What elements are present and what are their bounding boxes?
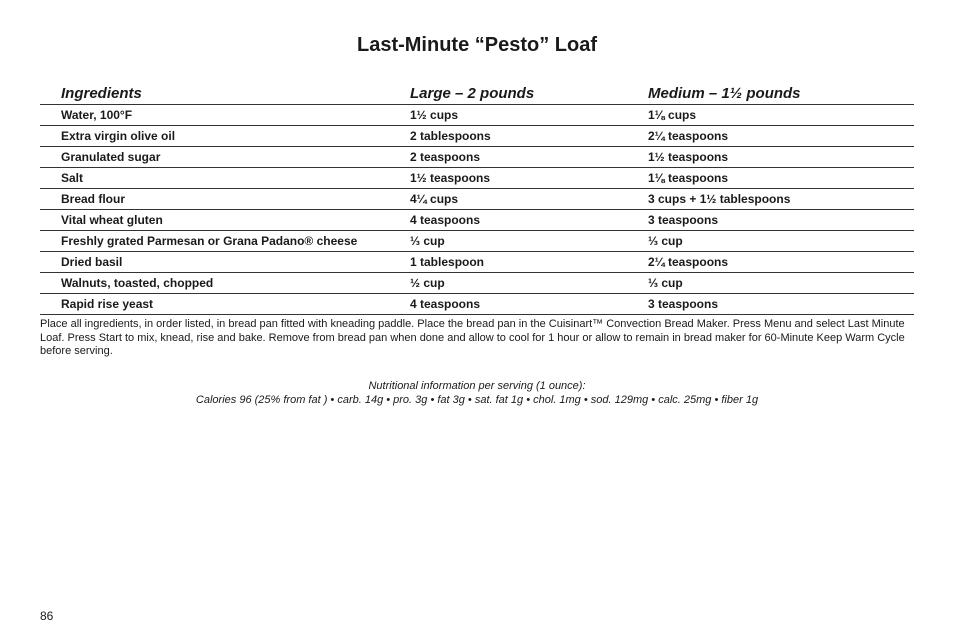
nutrition-details: Calories 96 (25% from fat ) • carb. 14g • pro. 3g • fat 3g • sat. fat 1g • chol. 1mg • sod. 129mg • calc. 25mg • fiber 1g (195, 394, 759, 406)
page-number: 86 (40, 609, 54, 623)
ingredient-cell: Extra virgin olive oil (40, 126, 410, 147)
medium-amount-cell: ⅓ cup (648, 273, 914, 294)
large-amount-cell: ½ cup (410, 273, 648, 294)
table-row (40, 105, 914, 126)
medium-amount-cell: 1½ teaspoons (648, 147, 914, 168)
ingredient-cell: Walnuts, toasted, chopped (40, 273, 410, 294)
medium-amount-cell: 3 cups + 1½ tablespoons (648, 189, 914, 210)
medium-amount-cell: 3 teaspoons (648, 210, 914, 231)
ingredient-cell: Water, 100°F (40, 105, 410, 126)
table-row (40, 252, 914, 273)
medium-amount-cell: 2¼ teaspoons (648, 126, 914, 147)
large-amount-cell: ⅓ cup (410, 231, 648, 252)
table-row (40, 231, 914, 252)
table-row (40, 189, 914, 210)
ingredient-cell: Freshly grated Parmesan or Grana Padano® cheese (40, 231, 410, 252)
table-row (40, 210, 914, 231)
large-amount-cell: 4 teaspoons (410, 210, 648, 231)
medium-amount-cell: 1⅛ cups (648, 105, 914, 126)
ingredient-cell: Salt (40, 168, 410, 189)
table-row (40, 294, 914, 315)
table-row (40, 168, 914, 189)
ingredient-cell: Rapid rise yeast (40, 294, 410, 315)
large-amount-cell: 1 tablespoon (410, 252, 648, 273)
large-amount-cell: 4 teaspoons (410, 294, 648, 315)
ingredient-cell: Dried basil (40, 252, 410, 273)
instructions-paragraph: Place all ingredients, in order listed, in bread pan fitted with kneading paddle. Place the bread pan in the Cuisinart™ Convection Bread Maker. Press Menu and select Last Minute Loaf. Press Start to mix, knead, rise and bake. Remove from bread pan when done and allow to cool for 1 hour or allow to remain in bread maker for 60-Minute Keep Warm Cycle before serving. (40, 318, 905, 357)
nutrition-info (0, 379, 954, 407)
medium-amount-cell: 2¼ teaspoons (648, 252, 914, 273)
medium-amount-cell: 3 teaspoons (648, 294, 914, 315)
column-header-large: Large – 2 pounds (410, 82, 648, 105)
table-header-row (40, 82, 914, 105)
ingredient-cell: Vital wheat gluten (40, 210, 410, 231)
ingredients-table (40, 82, 914, 315)
large-amount-cell: 2 teaspoons (410, 147, 648, 168)
medium-amount-cell: ⅓ cup (648, 231, 914, 252)
table-row (40, 147, 914, 168)
nutrition-heading: Nutritional information per serving (1 ounce): (368, 380, 586, 392)
table-row (40, 273, 914, 294)
ingredient-cell: Granulated sugar (40, 147, 410, 168)
large-amount-cell: 1½ cups (410, 105, 648, 126)
large-amount-cell: 2 tablespoons (410, 126, 648, 147)
column-header-medium: Medium – 1½ pounds (648, 82, 914, 105)
column-header-ingredients: Ingredients (40, 82, 410, 105)
page-title: Last-Minute “Pesto” Loaf (356, 34, 597, 56)
large-amount-cell: 1½ teaspoons (410, 168, 648, 189)
large-amount-cell: 4¼ cups (410, 189, 648, 210)
table-row (40, 126, 914, 147)
ingredient-cell: Bread flour (40, 189, 410, 210)
medium-amount-cell: 1⅛ teaspoons (648, 168, 914, 189)
